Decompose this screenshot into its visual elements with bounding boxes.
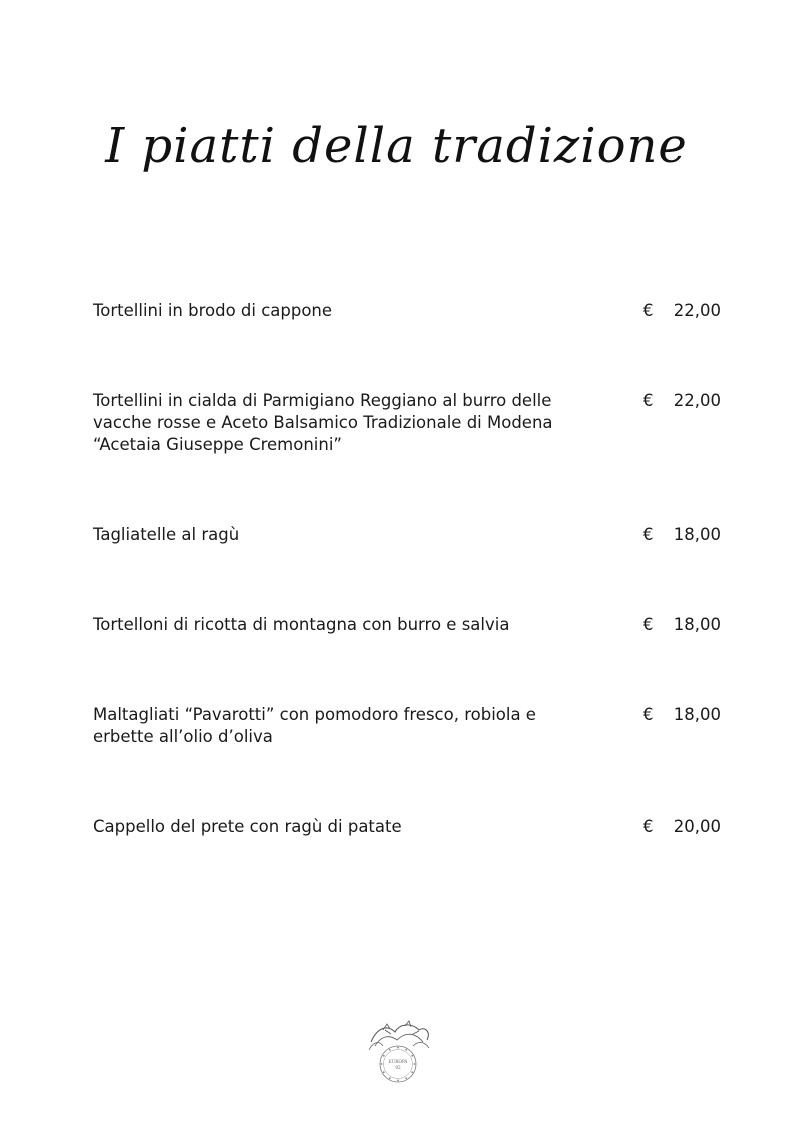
price-amount: 22,00 — [673, 301, 721, 320]
dish-name: Tortelloni di ricotta di montagna con burro e salvia — [93, 615, 510, 634]
dish-name: Cappello del prete con ragù di patate — [93, 817, 402, 836]
dish-name: Maltagliati “Pavarotti” con pomodoro fresco, robiola e erbette all’olio d’oliva — [93, 705, 536, 746]
currency-symbol: € — [643, 391, 654, 410]
restaurant-emblem-icon — [361, 1012, 435, 1086]
menu-title: I piatti della tradizione — [105, 118, 688, 174]
currency-symbol: € — [643, 615, 654, 634]
currency-symbol: € — [643, 817, 654, 836]
dish-name: Tortellini in cialda di Parmigiano Reggiano al burro delle vacche rosse e Aceto Balsamico Tradizionale di Modena “Acetaia Giuseppe Cremonini” — [93, 391, 553, 454]
price-amount: 18,00 — [673, 705, 721, 724]
dish-name: Tortellini in brodo di cappone — [93, 301, 333, 320]
price-amount: 18,00 — [673, 615, 721, 634]
emblem-text-line1: EUROPA — [388, 1059, 408, 1064]
price-amount: 20,00 — [673, 817, 721, 836]
currency-symbol: € — [643, 705, 654, 724]
price-amount: 18,00 — [673, 525, 721, 544]
dish-name: Tagliatelle al ragù — [93, 525, 240, 544]
emblem-text-line2: 92 — [395, 1065, 401, 1070]
price-amount: 22,00 — [673, 391, 721, 410]
currency-symbol: € — [643, 525, 654, 544]
currency-symbol: € — [643, 301, 654, 320]
